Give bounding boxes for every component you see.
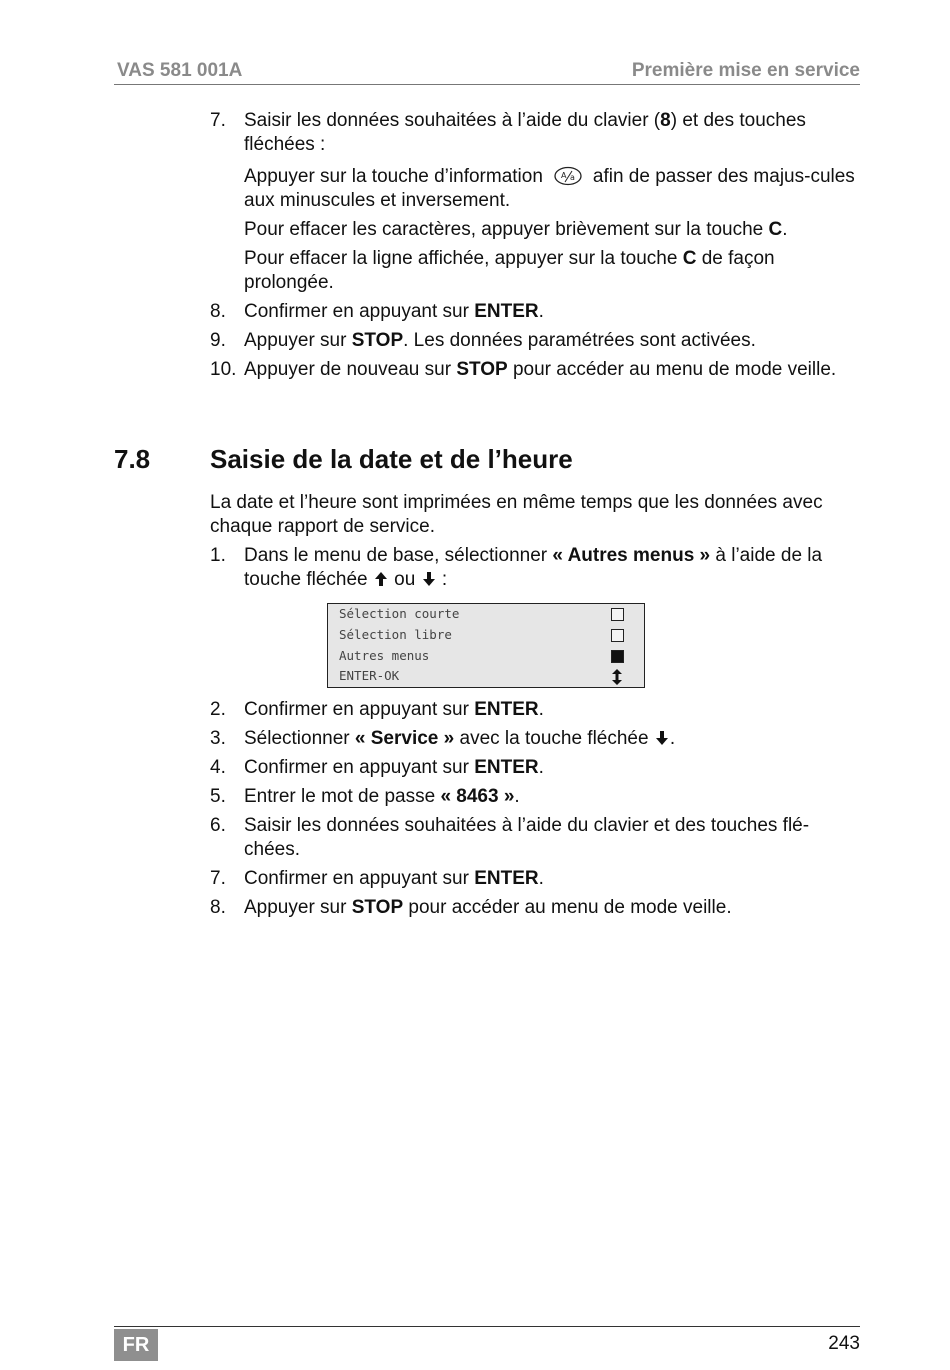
- section-step-4: [210, 756, 860, 780]
- step-8: [210, 300, 860, 324]
- step-number: 9.: [210, 330, 226, 351]
- step-text: ou: [388, 569, 421, 590]
- arrow-down-icon: [654, 730, 670, 746]
- key-c: C: [682, 248, 697, 269]
- step-text: .: [538, 301, 544, 322]
- header-chapter: Première mise en service: [631, 60, 860, 81]
- lcd-row-3: [339, 647, 634, 667]
- arrow-down-icon: [421, 571, 437, 587]
- step-number: 10.: [210, 359, 237, 380]
- step-10: [210, 358, 860, 382]
- password-ref: « 8463 »: [440, 786, 515, 807]
- step-number: 7.: [210, 110, 226, 131]
- page-footer: [114, 1326, 860, 1361]
- section-number: 7.8: [114, 444, 151, 474]
- checkbox-empty-icon: [611, 629, 624, 642]
- step-text: Confirmer en appuyant sur: [244, 301, 475, 322]
- para-text: Pour effacer les caractères, appuyer brièvement sur la touche: [244, 219, 769, 240]
- step-number: 4.: [210, 757, 226, 778]
- page-number: 243: [828, 1333, 860, 1354]
- section-step-3: [210, 727, 860, 751]
- lcd-row-1: [339, 605, 634, 625]
- lcd-row-2: [339, 626, 634, 646]
- step-text: Saisir les données souhaitées à l’aide du clavier (: [244, 110, 661, 131]
- lcd-row-4: [339, 667, 634, 687]
- menu-ref: « Service »: [354, 728, 455, 749]
- para-text: Pour effacer la ligne affichée, appuyer sur la touche: [244, 248, 683, 269]
- section-step-7: [210, 867, 860, 891]
- step-text: ) et des touches fléchées :: [244, 110, 806, 155]
- menu-ref: « Autres menus »: [552, 545, 711, 566]
- lcd-row-label: Sélection libre: [339, 627, 452, 642]
- step-text: Confirmer en appuyant sur: [244, 868, 475, 889]
- section-step-1: [210, 544, 860, 592]
- step-number: 8.: [210, 301, 226, 322]
- checkbox-empty-icon: [611, 608, 624, 621]
- step-number: 7.: [210, 868, 226, 889]
- step-text: .: [538, 699, 544, 720]
- section-step-6: [210, 814, 860, 862]
- section-step-8: [210, 896, 860, 920]
- lcd-row-label: ENTER-OK: [339, 668, 400, 683]
- step-9: [210, 329, 860, 353]
- lcd-row-label: Sélection courte: [339, 606, 460, 621]
- key-stop: STOP: [456, 359, 508, 380]
- step-number: 8.: [210, 897, 226, 918]
- step-text: Appuyer sur: [244, 897, 352, 918]
- step-7-para-1: [210, 165, 860, 213]
- svg-text:A: A: [560, 171, 567, 180]
- key-c: C: [768, 219, 783, 240]
- section-steps: [210, 698, 860, 925]
- step-text: Appuyer de nouveau sur: [244, 359, 457, 380]
- step-number: 3.: [210, 728, 226, 749]
- info-key-icon: [553, 165, 583, 187]
- checkbox-filled-icon: [611, 650, 624, 663]
- step-text: pour accéder au menu de mode veille.: [507, 359, 837, 380]
- step-7: [210, 109, 860, 157]
- para-text: .: [782, 219, 788, 240]
- language-badge: FR: [114, 1329, 158, 1361]
- step-text: .: [669, 728, 676, 749]
- step-number: 5.: [210, 786, 226, 807]
- para-text: Appuyer sur la touche d’information: [244, 166, 543, 187]
- key-enter: ENTER: [474, 757, 539, 778]
- step-text: Confirmer en appuyant sur: [244, 699, 475, 720]
- step-text: .: [514, 786, 520, 807]
- step-text: Sélectionner: [244, 728, 355, 749]
- step-number: 6.: [210, 815, 226, 836]
- step-text: Saisir les données souhaitées à l’aide du clavier et des touches flé-chées.: [244, 815, 810, 860]
- step-7-para-2: [210, 218, 860, 242]
- step-text: avec la touche fléchée: [454, 728, 654, 749]
- section-step-5: [210, 785, 860, 809]
- para-text: de façon prolongée.: [244, 248, 775, 293]
- svg-text:a: a: [569, 173, 575, 182]
- arrow-up-icon: [373, 571, 389, 587]
- key-enter: ENTER: [474, 301, 539, 322]
- step-text: pour accéder au menu de mode veille.: [403, 897, 732, 918]
- keyboard-ref: 8: [660, 110, 671, 131]
- header-product: VAS 581 001A: [117, 60, 243, 81]
- key-enter: ENTER: [474, 868, 539, 889]
- key-stop: STOP: [351, 897, 404, 918]
- step-number: 2.: [210, 699, 226, 720]
- lcd-row-label: Autres menus: [339, 648, 430, 663]
- step-7-para-3: [210, 247, 860, 295]
- step-text: .: [538, 868, 544, 889]
- steps-top: [210, 109, 860, 387]
- lcd-display: [327, 603, 645, 688]
- key-enter: ENTER: [474, 699, 539, 720]
- step-text: .: [538, 757, 544, 778]
- section-step-2: [210, 698, 860, 722]
- section-title: Saisie de la date et de l’heure: [210, 444, 573, 474]
- key-stop: STOP: [351, 330, 404, 351]
- step-text: Dans le menu de base, sélectionner: [244, 545, 553, 566]
- step-text: . Les données paramétrées sont activées.: [403, 330, 756, 351]
- step-text: Appuyer sur: [244, 330, 352, 351]
- step-text: Confirmer en appuyant sur: [244, 757, 475, 778]
- para-text: afin de passer des majus-cules aux minuscules et inversement.: [244, 166, 855, 211]
- step-number: 1.: [210, 545, 226, 566]
- section-intro-block: [210, 491, 860, 597]
- step-text: Entrer le mot de passe: [244, 786, 441, 807]
- step-text: :: [436, 569, 448, 590]
- page-header: [114, 58, 860, 85]
- section-intro: La date et l’heure sont imprimées en même temps que les données avec chaque rapport de service.: [210, 492, 823, 537]
- up-down-arrow-icon: [610, 669, 624, 685]
- step-text: à l’aide de la touche fléchée: [244, 545, 823, 590]
